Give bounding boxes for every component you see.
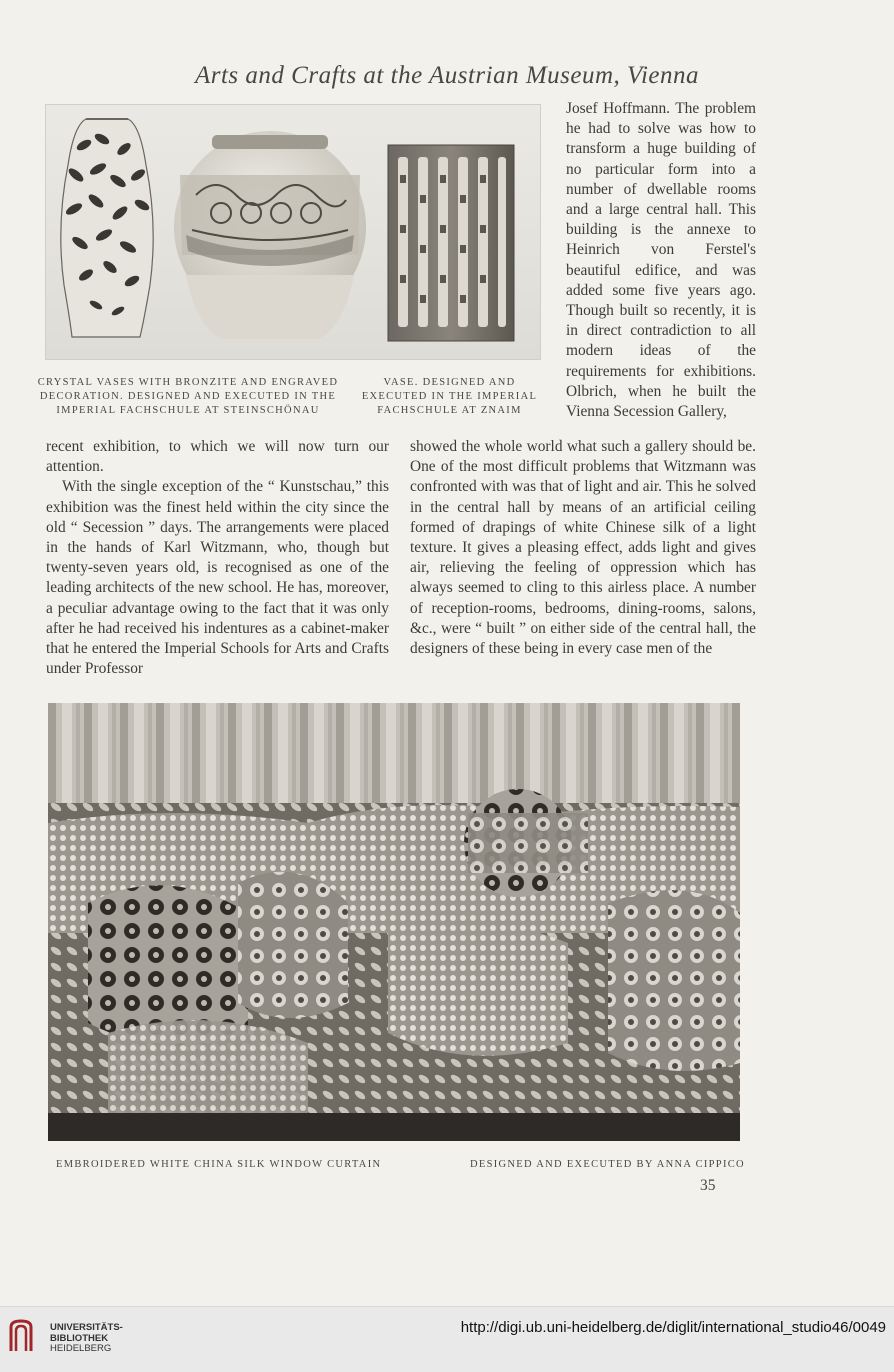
library-name xyxy=(50,1323,123,1355)
page-number: 35 xyxy=(700,1177,716,1194)
library-name-line: BIBLIOTHEK xyxy=(50,1332,109,1344)
top-figure-caption-left: CRYSTAL VASES WITH BRONZITE AND ENGRAVED DECORATION. DESIGNED AND EXECUTED IN THE IMPERIAL FACHSCHULE AT STEINSCHÖNAU xyxy=(37,377,339,416)
text-column-right xyxy=(410,437,756,659)
curtain-photograph xyxy=(48,703,740,1141)
bottom-figure-caption-left: EMBROIDERED WHITE CHINA SILK WINDOW CURTAIN xyxy=(56,1159,382,1170)
bottom-figure-caption-right: DESIGNED AND EXECUTED BY ANNA CIPPICO xyxy=(470,1159,745,1170)
source-url-link[interactable]: http://digi.ub.uni-heidelberg.de/diglit/international_studio46/0049 xyxy=(460,1319,886,1336)
vase-right xyxy=(388,145,514,341)
vase-center xyxy=(174,131,366,339)
paragraph: Josef Hoffmann. The problem he had to solve was how to transform a huge building of no particular form into a number of dwellable rooms and a large central hall. This building is the annexe to Heinrich von Ferstel's beautiful edifice, and was added some five years ago. Though built so recently, it is in direct contradiction to all modern ideas of the requirements for exhibitions. Olbrich, when he built the Vienna Secession Gallery, xyxy=(566,100,756,421)
paragraph: showed the whole world what such a gallery should be. One of the most difficult problems that Witzmann was confronted with was that of light and air. This he solved in the central hall by means of an artificial ceiling formed of drapings of white Chinese silk of a light texture. It gives a pleasing effect, adds light and gives air, relieving the feeling of oppression which has always seemed to cling to this airless place. A number of reception-rooms, bedrooms, dining-rooms, salons, &c., were “ built ” on either side of the central hall, the designers of these being in every case men of the xyxy=(410,438,756,658)
paragraph: recent exhibition, to which we will now turn our attention. xyxy=(46,438,389,476)
embroidered-curtain-illustration xyxy=(48,703,740,1141)
library-name-line: UNIVERSITÄTS- xyxy=(50,1322,123,1333)
digitization-footer xyxy=(0,1306,894,1372)
text-column-left xyxy=(46,437,389,679)
library-name-line: HEIDELBERG xyxy=(50,1343,112,1354)
text-column-top-right xyxy=(566,99,756,422)
top-figure-caption-right: VASE. DESIGNED AND EXECUTED IN THE IMPERIAL FACHSCHULE AT ZNAIM xyxy=(361,377,538,416)
vases-illustration xyxy=(46,105,540,359)
vase-left xyxy=(61,119,153,337)
library-logo-icon xyxy=(8,1319,34,1353)
running-title: Arts and Crafts at the Austrian Museum, Vienna xyxy=(194,62,700,89)
vases-photograph xyxy=(45,104,541,360)
paragraph: With the single exception of the “ Kunstschau,” this exhibition was the finest held within the city since the old “ Secession ” days. The arrangements were placed in the hands of Karl Witzmann, who, though but twenty-seven years old, is recognised as one of the leading architects of the new school. He has, moreover, a peculiar advantage owing to the fact that it was only after he had received his indentures as a cabinet-maker that he entered the Imperial Schools for Arts and Crafts under Professor xyxy=(46,478,389,678)
